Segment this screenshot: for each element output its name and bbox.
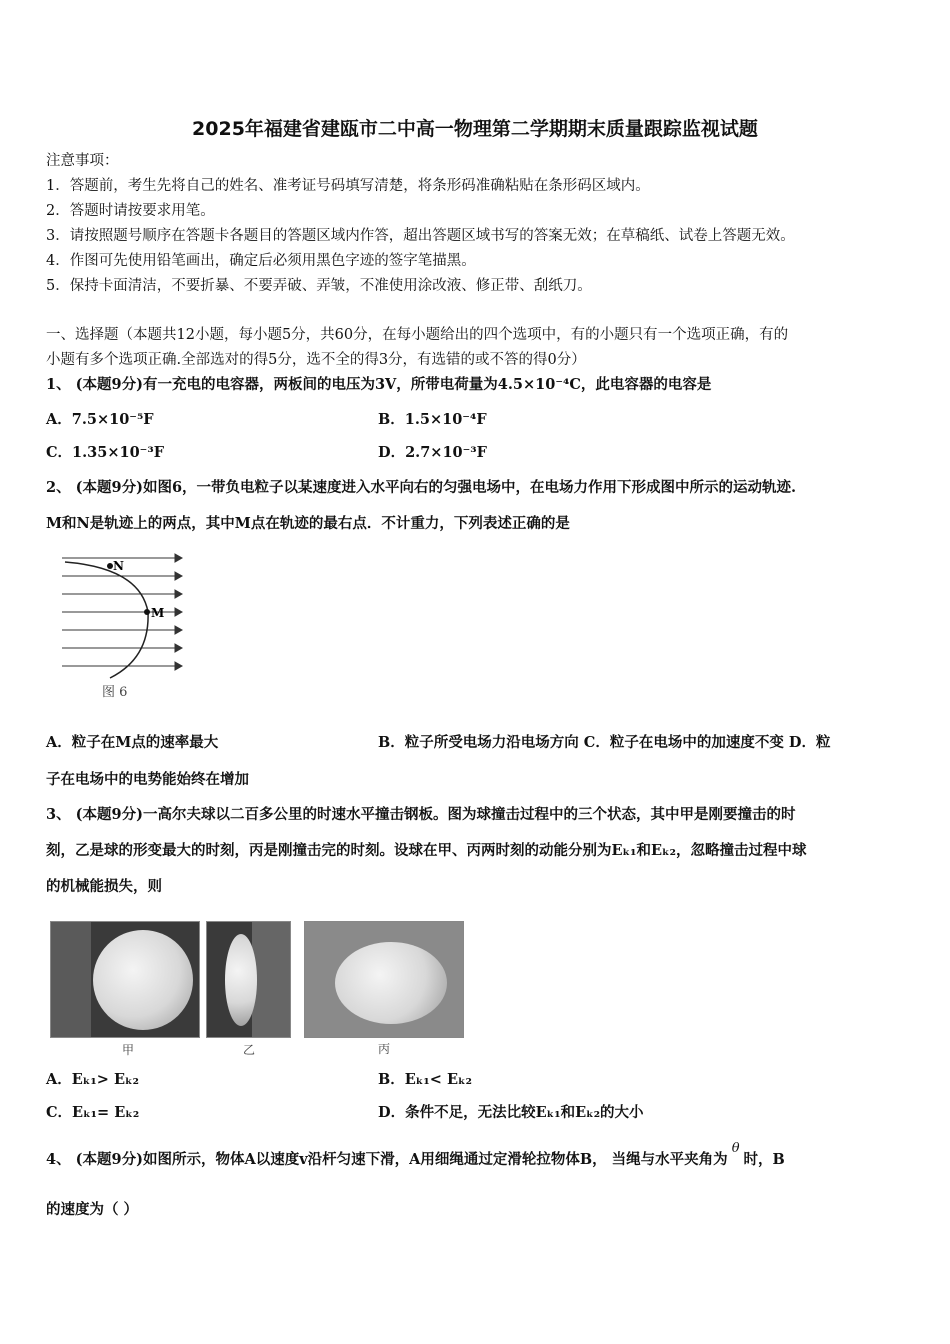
q3-option-c: C．Eₖ₁= Eₖ₂ — [46, 1104, 140, 1121]
q4-stem-text: 4、 (本题9分)如图所示，物体A以速度v沿杆匀速下滑，A用细绳通过定滑轮拉物体B， 当绳与水平夹角为 — [46, 1151, 728, 1168]
notice-item: 1．答题前，考生先将自己的姓名、准考证号码填写清楚，将条形码准确粘贴在条形码区域内。 — [46, 178, 650, 194]
q3-stem: 的机械能损失，则 — [46, 878, 162, 895]
golf-ball-photo-jia — [50, 921, 200, 1038]
notice-item: 4．作图可先使用铅笔画出，确定后必须用黑色字迹的签字笔描黑。 — [46, 253, 476, 269]
golf-ball-photo-yi — [206, 921, 291, 1038]
section-instructions: 小题有多个选项正确.全部选对的得5分，选不全的得3分，有选错的或不答的得0分） — [46, 352, 586, 368]
point-n-label: N — [113, 559, 124, 573]
golf-ball-photo-bing — [304, 921, 464, 1038]
figure-caption: 图 6 — [102, 685, 128, 700]
theta-symbol: θ — [731, 1141, 740, 1156]
q2-option-d-cont: 子在电场中的电势能始终在增加 — [46, 771, 249, 788]
q1-option-b: B．1.5×10⁻⁴F — [378, 411, 487, 428]
page-title: 2025年福建省建瓯市二中高一物理第二学期期末质量跟踪监视试题 — [192, 118, 758, 140]
q4-stem-text: 时，B — [743, 1151, 785, 1168]
q3-option-b: B．Eₖ₁< Eₖ₂ — [378, 1071, 472, 1088]
q2-stem: M和N是轨迹上的两点，其中M点在轨迹的最右点．不计重力，下列表述正确的是 — [46, 515, 570, 532]
q1-stem: 1、 (本题9分)有一充电的电容器，两板间的电压为3V，所带电荷量为4.5×10⁻⁴C，此电容器的电容是 — [46, 376, 712, 393]
q4-stem: 的速度为（ ） — [46, 1201, 139, 1218]
notice-item: 2．答题时请按要求用笔。 — [46, 203, 215, 219]
q3-stem: 3、 (本题9分)一高尔夫球以二百多公里的时速水平撞击钢板。图为球撞击过程中的三个状态，其中甲是刚要撞击的时 — [46, 806, 796, 823]
q1-option-a: A．7.5×10⁻⁵F — [46, 411, 154, 428]
q1-option-c: C．1.35×10⁻³F — [46, 444, 164, 461]
notice-item: 5．保持卡面清洁，不要折暴、不要弄破、弄皱，不准使用涂改液、修正带、刮纸刀。 — [46, 278, 592, 294]
q3-option-d: D．条件不足，无法比较Eₖ₁和Eₖ₂的大小 — [378, 1104, 644, 1121]
section-instructions: 一、选择题（本题共12小题，每小题5分，共60分，在每小题给出的四个选项中，有的小题只有一个选项正确，有的 — [46, 327, 789, 343]
notice-item: 3．请按照题号顺序在答题卡各题目的答题区域内作答，超出答题区域书写的答案无效；在草稿纸、试卷上答题无效。 — [46, 228, 795, 244]
q1-option-d: D．2.7×10⁻³F — [378, 444, 487, 461]
q2-options-bcd: B．粒子所受电场力沿电场方向 C．粒子在电场中的加速度不变 D．粒 — [378, 734, 831, 751]
caption-yi: 乙 — [243, 1043, 256, 1057]
point-m-label: M — [151, 606, 165, 620]
q4-stem — [46, 1141, 785, 1171]
q2-field-figure — [50, 548, 190, 708]
caption-jia: 甲 — [122, 1043, 135, 1057]
q2-stem: 2、 (本题9分)如图6，一带负电粒子以某速度进入水平向右的匀强电场中，在电场力作用下形成图中所示的运动轨迹. — [46, 479, 797, 496]
q2-option-a: A．粒子在M点的速率最大 — [46, 734, 219, 751]
q3-option-a: A．Eₖ₁> Eₖ₂ — [46, 1071, 139, 1088]
q3-stem: 刻，乙是球的形变最大的时刻，丙是刚撞击完的时刻。设球在甲、丙两时刻的动能分别为Eₖ₁和Eₖ₂，忽略撞击过程中球 — [46, 842, 807, 859]
notice-heading: 注意事项： — [46, 153, 119, 169]
caption-bing: 丙 — [378, 1042, 391, 1056]
